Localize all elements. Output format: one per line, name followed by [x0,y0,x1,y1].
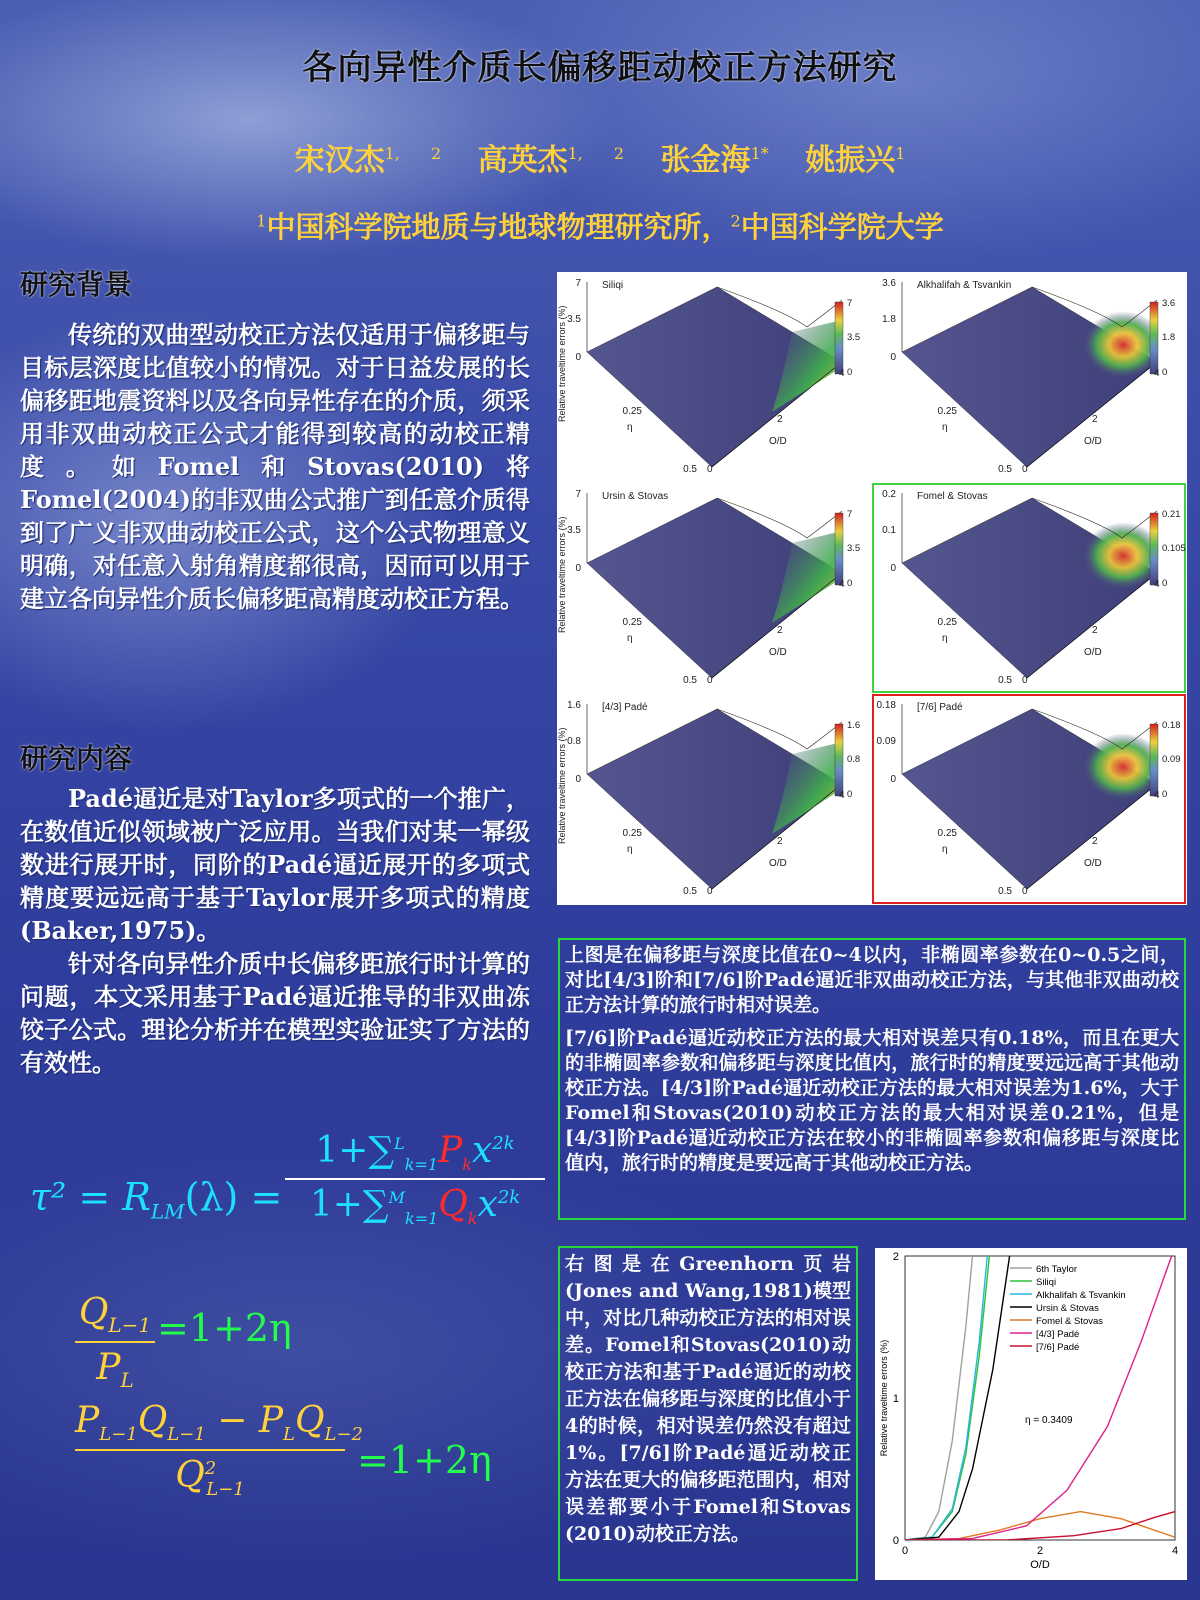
q2-minus: − [205,1400,259,1441]
main-formula [30,1130,550,1270]
colorbar-label: 7 [847,509,853,520]
x-tick-label: 4 [1154,790,1160,801]
x-axis-label: O/D [769,647,787,658]
q2-n1s: L−1 [99,1424,138,1446]
surface-panel [557,489,860,686]
den-coef: Q [438,1184,468,1226]
ratio-formula-1 [75,1292,335,1392]
series-line [905,1256,987,1540]
colorbar [1150,513,1158,585]
panel-title: [7/6] Padé [917,702,963,713]
panel-title: Fomel & Stovas [917,491,988,502]
q2-n2: Q [137,1400,168,1441]
eta-tick-label: 0.25 [937,617,957,628]
y-tick-label: 2 [892,1251,899,1263]
colorbar-label: 1.6 [847,720,861,731]
figure-caption-2 [558,1246,858,1581]
surface-panel [882,278,1175,475]
formula-lhs-text: τ² = R [30,1175,151,1219]
y-axis-label: Relative traveltime errors (%) [557,516,567,633]
x-tick-label: 0 [1022,464,1028,475]
x-tick-label: 4 [1154,368,1160,379]
y-tick-label: 0 [892,1535,899,1547]
eta-axis-label: η [627,844,633,855]
z-tick-label: 0 [575,352,581,363]
q2-n4: Q [295,1400,325,1441]
z-tick-label: 0 [890,352,896,363]
author-name: 张金海 [660,143,751,178]
num-sup: L [394,1134,405,1153]
surface-panel [557,278,860,475]
colorbar [835,513,843,585]
colorbar-label: 0 [1162,367,1168,378]
colorbar-label: 0 [1162,789,1168,800]
z-tick-label: 0.1 [882,525,896,536]
series-line [905,1256,973,1540]
affiliation-line [0,205,1200,246]
q2-n2s: L−1 [167,1424,206,1446]
line-chart-svg [875,1248,1187,1580]
q1-num: Q [78,1292,109,1333]
x-tick-label: 4 [839,579,845,590]
line-chart [875,1248,1187,1580]
eta-tick-label: 0.25 [937,406,957,417]
z-tick-label: 0 [890,563,896,574]
formula-lhs-arg: (λ) = [184,1175,283,1219]
y-axis-label: Relative traveltime errors (%) [557,727,567,844]
q1-num-sub: L−1 [108,1313,152,1338]
den-var-sup: 2k [497,1187,521,1209]
z-tick-label: 3.6 [882,278,896,289]
z-tick-label: 3.5 [567,525,581,536]
panel-title: Alkhalifah & Tsvankin [917,280,1012,291]
z-tick-label: 0.18 [876,700,896,711]
eta-tick-label: 0.5 [683,464,697,475]
y-axis-label: Relative traveltime errors (%) [557,305,567,422]
colorbar-label: 0 [1162,578,1168,589]
z-tick-label: 1.8 [882,314,896,325]
legend-label: [7/6] Padé [1036,1342,1080,1353]
den-coef-sub: k [467,1209,478,1229]
q2-rhs: =1+2η [357,1438,492,1482]
legend-label: Alkhalifah & Tsvankin [1036,1290,1126,1301]
colorbar-label: 0 [847,367,853,378]
eta-tick-label: 0.5 [998,886,1012,897]
x-tick-label: 2 [777,836,783,847]
chart-annotation: η = 0.3409 [1025,1415,1073,1426]
num-var-sup: 2k [492,1133,515,1154]
q2-n1: P [75,1400,100,1441]
colorbar-label: 0.18 [1162,720,1181,731]
content-paragraph [20,782,530,1079]
x-tick-label: 4 [839,790,845,801]
colorbar-label: 0.21 [1162,509,1181,520]
legend-label: Ursin & Stovas [1036,1303,1099,1314]
formula-numerator [285,1130,545,1174]
legend-label: 6th Taylor [1036,1264,1078,1275]
colorbar-label: 3.6 [1162,298,1176,309]
surface-panel [873,695,1185,903]
eta-tick-label: 0.5 [683,886,697,897]
eta-tick-label: 0.5 [683,675,697,686]
z-tick-label: 0 [890,774,896,785]
x-axis-label: O/D [1084,436,1102,447]
x-axis-label: O/D [1030,1559,1050,1571]
q2-bar [75,1449,345,1451]
z-tick-label: 0.2 [882,489,896,500]
panel-title: Siliqi [602,280,624,291]
x-tick-label: 0 [707,886,713,897]
affil-name: 中国科学院大学 [740,210,944,244]
legend-label: Fomel & Stovas [1036,1316,1104,1327]
content-heading: 研究内容 [20,742,133,775]
x-tick-label: 2 [1092,836,1098,847]
eta-axis-label: η [627,633,633,644]
x-tick-label: 2 [1036,1545,1044,1557]
author-name: 姚振兴 [805,143,896,178]
x-axis-label: O/D [1084,858,1102,869]
ratio-formula-2 [75,1400,515,1540]
eta-tick-label: 0.25 [622,617,642,628]
x-tick-label: 2 [1092,625,1098,636]
caption1-p1: 上图是在偏移距与深度比值在0~4以内，非椭圆率参数在0~0.5之间，对比[4/3]阶和[7/6]阶Padé逼近非双曲动校正方法，与其他非双曲动校正方法计算的旅行时相对误差。 [565,944,1179,1016]
eta-tick-label: 0.25 [622,406,642,417]
surface-panel [873,484,1186,692]
x-tick-label: 0 [707,675,713,686]
eta-axis-label: η [942,633,948,644]
author-sup: 1 [895,144,906,163]
x-tick-label: 0 [901,1545,909,1557]
x-tick-label: 0 [1022,886,1028,897]
x-tick-label: 0 [707,464,713,475]
z-tick-label: 1.6 [567,700,581,711]
x-tick-label: 2 [777,625,783,636]
formula-fraction [285,1130,545,1228]
series-line [905,1512,1175,1540]
x-axis-label: O/D [769,858,787,869]
affil-sup: 2 [730,211,741,231]
affil-name: 中国科学院地质与地球物理研究所， [266,210,731,244]
colorbar-label: 0.8 [847,754,861,765]
panel-title: [4/3] Padé [602,702,648,713]
formula-denominator [285,1184,545,1228]
q1-rhs: =1+2η [157,1306,292,1350]
series-line [905,1256,989,1540]
content-text-2: 针对各向异性介质中长偏移距旅行时计算的问题，本文采用基于Padé逼近推导的非双曲冻饺子公式。理论分析并在模型实验证实了方法的有效性。 [20,949,530,1077]
series-line [905,1512,1175,1540]
z-tick-label: 7 [575,278,581,289]
q2-numerator [75,1400,364,1446]
q1-den: P [96,1347,121,1389]
fraction-bar [285,1178,545,1180]
caption2-text: 右图是在Greenhorn页岩(Jones and Wang,1981)模型中，对比几种动校正方法的相对误差。Fomel和Stovas(2010)动校正方法和基于Padé逼近的动校正方法在偏移距与深度的比值小于4的时候，相对误差仍然没有超过1%。[7/6]阶Padé逼近动校正方法在更大的偏移距范围内，相对误差都要小于Fomel和Stovas (2010)动校正方法。 [565,1253,851,1545]
q1-fraction [75,1292,155,1392]
poster-title: 各向异性介质长偏移距动校正方法研究 [302,48,898,88]
num-coef: P [438,1130,463,1171]
eta-tick-label: 0.5 [998,675,1012,686]
figure-caption-1 [558,938,1186,1220]
q2-den-sup: 2 [204,1458,217,1480]
num-pre: 1+∑ [315,1130,395,1171]
surface-figure [557,272,1187,905]
author-name: 高英杰 [477,143,568,178]
colorbar [1150,724,1158,796]
den-var: x [477,1184,498,1226]
caption1-p2: [7/6]阶Padé逼近动校正方法的最大相对误差只有0.18%，而且在更大的非椭圆率参数和偏移距与深度比值内，旅行时的精度要远远高于其他动校正方法。[4/3]阶Padé逼近动校正方法的最大相对误差为1.6%，大于Fomel和Stovas(2010)动校正方法的最大相对误差0.21%，但是[4/3]阶Padé逼近动校正方法在较小的非椭圆率参数和偏移距与深度比值内，旅行时的精度是要远高于其他动校正方法。 [565,1027,1179,1174]
colorbar [1150,302,1158,374]
eta-tick-label: 0.25 [937,828,957,839]
colorbar-label: 3.5 [847,332,861,343]
author-sup: 1, 2 [567,144,625,163]
num-var: x [471,1130,493,1171]
legend-label: [4/3] Padé [1036,1329,1080,1340]
num-sub: k=1 [404,1155,439,1175]
q2-fraction [75,1400,364,1501]
eta-tick-label: 0.25 [622,828,642,839]
q2-den-sub: L−1 [206,1479,245,1501]
q1-bar [75,1341,155,1343]
num-coef-sub: k [462,1155,472,1175]
z-tick-label: 7 [575,489,581,500]
author-sup: 1* [750,144,769,163]
den-sub: k=1 [405,1209,439,1229]
surface-panel [557,700,860,897]
colorbar-label: 3.5 [847,543,861,554]
eta-axis-label: η [942,422,948,433]
x-axis-label: O/D [1084,647,1102,658]
surface-figure-svg [557,272,1187,905]
colorbar-label: 0.105 [1162,543,1186,554]
z-tick-label: 0 [575,563,581,574]
author-sup: 1, 2 [384,144,442,163]
content-text-1: Padé逼近是对Taylor多项式的一个推广，在数值近似领域被广泛应用。当我们对某一幂级数进行展开时，同阶的Padé逼近展开的多项式精度要远远高于基于Taylor展开多项式的精度(Baker,1975)。 [20,784,530,945]
den-sup: M [388,1188,405,1208]
z-tick-label: 0 [575,774,581,785]
background-heading: 研究背景 [20,268,133,301]
q2-denominator [75,1455,345,1500]
colorbar-label: 0 [847,578,853,589]
q2-n3s: L [283,1424,295,1446]
q2-n3: P [258,1400,284,1441]
colorbar [835,724,843,796]
author-list [0,135,1200,179]
z-tick-label: 3.5 [567,314,581,325]
colorbar-label: 1.8 [1162,332,1176,343]
x-tick-label: 0 [1022,675,1028,686]
y-axis-label: Relative traveltime errors (%) [879,1339,889,1457]
formula-lhs-sub: LM [150,1199,185,1224]
z-tick-label: 0.09 [876,736,896,747]
panel-title: Ursin & Stovas [602,491,669,502]
x-tick-label: 2 [777,414,783,425]
x-tick-label: 4 [839,368,845,379]
q1-den-sub: L [120,1368,134,1393]
colorbar-label: 0.09 [1162,754,1181,765]
den-pre: 1+∑ [309,1184,389,1226]
q2-n4s: L−2 [324,1424,364,1446]
colorbar [835,302,843,374]
legend-label: Siliqi [1036,1277,1057,1288]
x-tick-label: 4 [1171,1545,1179,1557]
colorbar-label: 0 [847,789,853,800]
eta-axis-label: η [627,422,633,433]
background-paragraph [20,318,530,615]
author-name: 宋汉杰 [294,143,385,178]
x-axis-label: O/D [769,436,787,447]
q1-denominator [75,1347,155,1392]
eta-tick-label: 0.5 [998,464,1012,475]
x-tick-label: 4 [1154,579,1160,590]
y-tick-label: 1 [892,1393,899,1405]
z-tick-label: 0.8 [567,736,581,747]
background-text: 传统的双曲型动校正方法仅适用于偏移距与目标层深度比值较小的情况。对于日益发展的长偏移距地震资料以及各向异性存在的介质，须采用非双曲动校正公式才能得到较高的动校正精度。如Fomel和Stovas(2010)将Fomel(2004)的非双曲公式推广到任意介质得到了广义非双曲动校正公式，这个公式物理意义明确，对任意入射角精度都很高，因而可以用于建立各向异性介质长偏移距高精度动校正方程。 [20,320,530,613]
q1-numerator [75,1292,155,1337]
x-tick-label: 2 [1092,414,1098,425]
eta-axis-label: η [942,844,948,855]
affil-sup: 1 [256,211,267,231]
colorbar-label: 7 [847,298,853,309]
q2-den: Q [175,1455,205,1497]
formula-lhs [30,1175,282,1224]
